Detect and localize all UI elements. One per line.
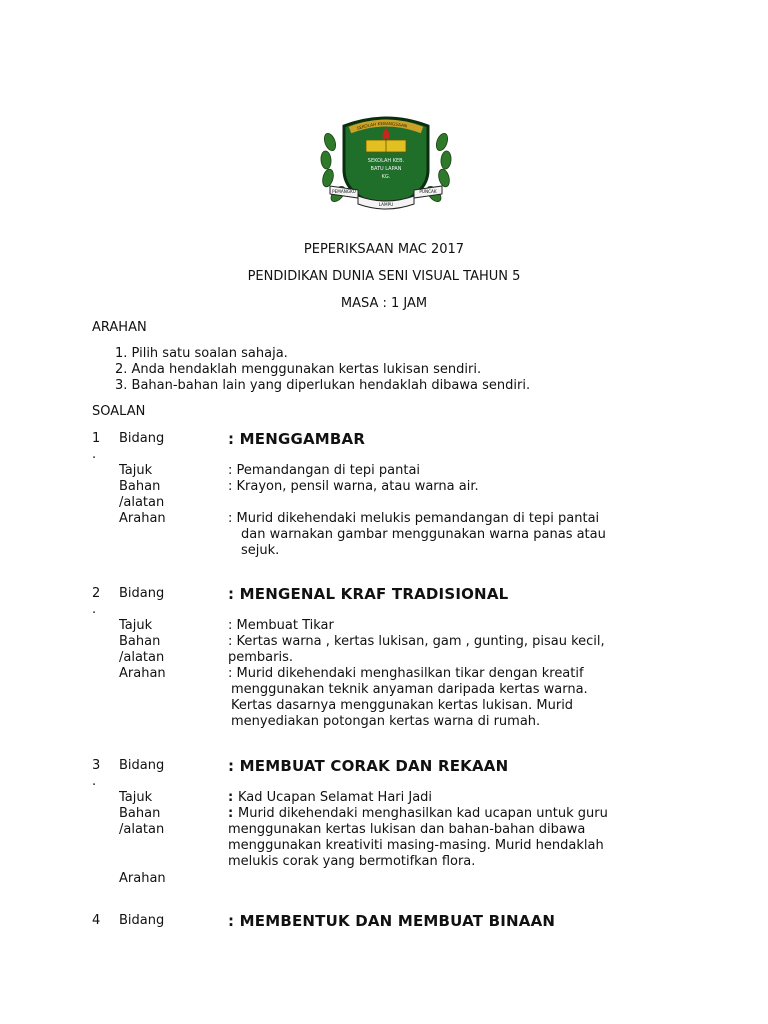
q1-tajuk-value: : Pemandangan di tepi pantai bbox=[228, 463, 421, 478]
school-crest-logo bbox=[316, 112, 456, 216]
q3-number: 3 bbox=[92, 758, 101, 773]
q1-bidang-label: Bidang bbox=[119, 431, 165, 446]
q1-bahan-value: : Krayon, pensil warna, atau warna air. bbox=[228, 479, 479, 494]
logo-school-line-3: KG. bbox=[381, 174, 391, 180]
arahan-item-1: 1. Pilih satu soalan sahaja. bbox=[115, 346, 288, 361]
q2-number: 2 bbox=[92, 586, 101, 601]
q3-bahan-label: Bahan bbox=[119, 806, 161, 821]
soalan-heading: SOALAN bbox=[92, 404, 146, 419]
q1-bidang-value: : MENGGAMBAR bbox=[228, 430, 366, 448]
q2-arahan-line-3: Kertas dasarnya menggunakan kertas lukisan. Murid bbox=[231, 698, 574, 713]
q2-arahan-line-4: menyediakan potongan kertas warna di rumah. bbox=[231, 714, 541, 729]
logo-banner-right: PUNCAK bbox=[419, 189, 437, 194]
q3-arahan-label: Arahan bbox=[119, 871, 166, 886]
logo-school-line-2: BATU LAPAN bbox=[370, 166, 402, 172]
q2-bidang-value: : MENGENAL KRAF TRADISIONAL bbox=[228, 585, 509, 603]
q1-dot: . bbox=[92, 447, 97, 462]
q2-bidang-label: Bidang bbox=[119, 586, 165, 601]
logo-school-line-1: SEKOLAH KEB. bbox=[367, 158, 405, 164]
q4-bidang-label: Bidang bbox=[119, 913, 165, 928]
q3-tajuk-label: Tajuk bbox=[119, 790, 153, 805]
logo-banner-left: PEMANGKU bbox=[332, 189, 356, 194]
logo-arc-text: SEKOLAH KEBANGSAAN bbox=[356, 120, 408, 131]
q2-alatan-label: /alatan bbox=[119, 650, 165, 665]
q1-alatan-label: /alatan bbox=[119, 495, 165, 510]
logo-banner-mid: LAMPU bbox=[378, 202, 394, 207]
q2-bahan-label: Bahan bbox=[119, 634, 161, 649]
q2-arahan-line-2: menggunakan teknik anyaman daripada kertas warna. bbox=[231, 682, 588, 697]
q3-bahan-line-1: Murid dikehendaki menghasilkan kad ucapan untuk guru bbox=[238, 806, 608, 821]
q2-bahan-line-2: pembaris. bbox=[228, 650, 293, 665]
q3-bahan-colon: : bbox=[228, 806, 234, 821]
q3-dot: . bbox=[92, 774, 97, 789]
q3-tajuk-value: Kad Ucapan Selamat Hari Jadi bbox=[238, 790, 433, 805]
arahan-item-3: 3. Bahan-bahan lain yang diperlukan hendaklah dibawa sendiri. bbox=[115, 378, 531, 393]
q3-bahan-line-3: menggunakan kreativiti masing-masing. Murid hendaklah bbox=[228, 838, 604, 853]
q1-tajuk-label: Tajuk bbox=[119, 463, 153, 478]
q3-bahan-line-4: melukis corak yang bermotifkan flora. bbox=[228, 854, 476, 869]
q1-arahan-line-3: sejuk. bbox=[241, 543, 280, 558]
q2-arahan-line-1: : Murid dikehendaki menghasilkan tikar dengan kreatif bbox=[228, 666, 584, 681]
subject-title: PENDIDIKAN DUNIA SENI VISUAL TAHUN 5 bbox=[247, 269, 521, 284]
q3-bahan-line-2: menggunakan kertas lukisan dan bahan-bahan dibawa bbox=[228, 822, 586, 837]
q3-bidang-value: : MEMBUAT CORAK DAN REKAAN bbox=[228, 757, 509, 775]
arahan-heading: ARAHAN bbox=[92, 320, 147, 335]
q2-tajuk-value: : Membuat Tikar bbox=[228, 618, 334, 633]
q3-alatan-label: /alatan bbox=[119, 822, 165, 837]
q2-dot: . bbox=[92, 602, 97, 617]
q1-arahan-label: Arahan bbox=[119, 511, 166, 526]
q2-tajuk-label: Tajuk bbox=[119, 618, 153, 633]
q2-bahan-line-1: : Kertas warna , kertas lukisan, gam , gunting, pisau kecil, bbox=[228, 634, 605, 649]
q1-number: 1 bbox=[92, 431, 101, 446]
q4-bidang-value: : MEMBENTUK DAN MEMBUAT BINAAN bbox=[228, 912, 556, 930]
q1-arahan-line-2: dan warnakan gambar menggunakan warna panas atau bbox=[241, 527, 606, 542]
q1-bahan-label: Bahan bbox=[119, 479, 161, 494]
q3-bidang-label: Bidang bbox=[119, 758, 165, 773]
exam-title: PEPERIKSAAN MAC 2017 bbox=[303, 242, 465, 257]
arahan-item-2: 2. Anda hendaklah menggunakan kertas lukisan sendiri. bbox=[115, 362, 482, 377]
q4-number: 4 bbox=[92, 913, 101, 928]
q2-arahan-label: Arahan bbox=[119, 666, 166, 681]
duration-label: MASA : 1 JAM bbox=[340, 296, 428, 311]
q3-tajuk-colon: : bbox=[228, 790, 234, 805]
q1-arahan-line-1: : Murid dikehendaki melukis pemandangan di tepi pantai bbox=[228, 511, 600, 526]
